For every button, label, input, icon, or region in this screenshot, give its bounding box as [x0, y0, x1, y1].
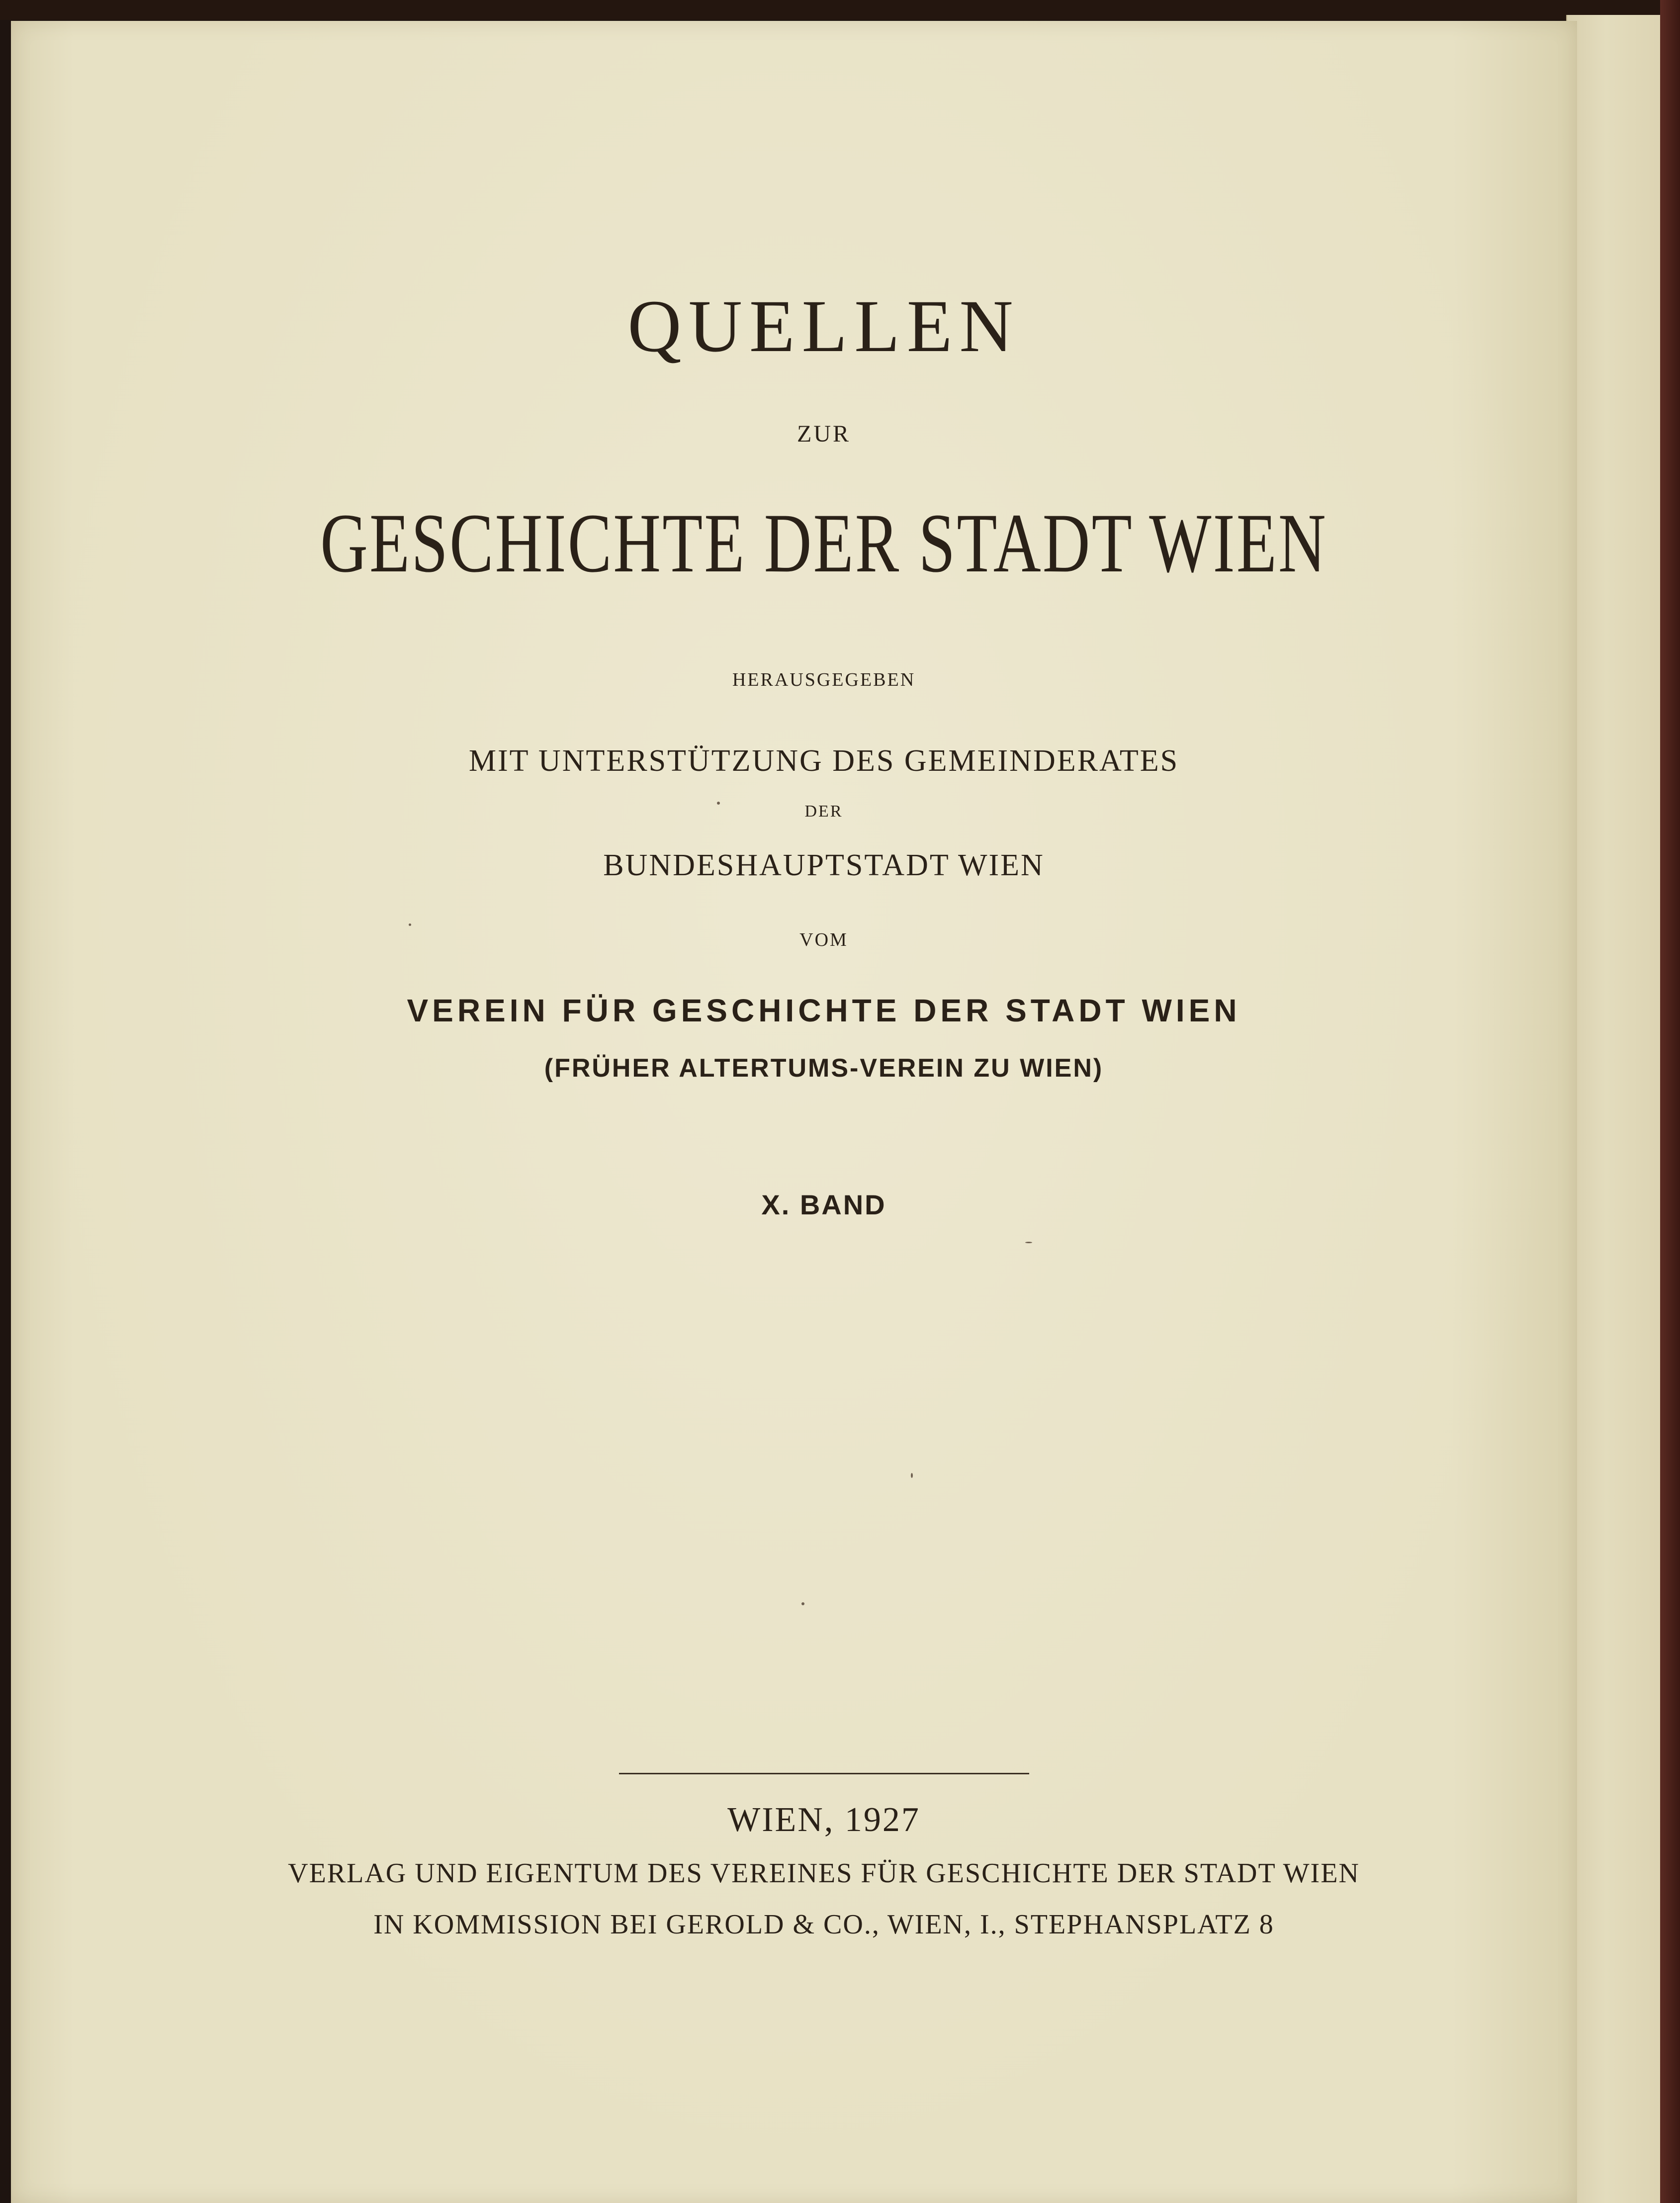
herausgegeben-line: HERAUSGEGEBEN	[732, 669, 916, 690]
society-former-name: (FRÜHER ALTERTUMS-VEREIN ZU WIEN)	[544, 1054, 1104, 1083]
volume-number: X. BAND	[761, 1189, 886, 1220]
paper-speck	[409, 923, 411, 926]
paper-speck	[911, 1473, 913, 1478]
paper-speck	[801, 1602, 804, 1605]
scan-top-edge	[0, 0, 1680, 20]
imprint-place-year: WIEN, 1927	[727, 1801, 920, 1839]
title-connector-zur: ZUR	[797, 421, 851, 447]
main-subtitle: GESCHICHTE DER STADT WIEN	[320, 496, 1327, 590]
imprint-commission: IN KOMMISSION BEI GEROLD & CO., WIEN, I., STEPHANSPLATZ 8	[373, 1909, 1274, 1940]
society-name: VEREIN FÜR GESCHICHTE DER STADT WIEN	[407, 993, 1241, 1028]
connector-der: DER	[804, 802, 843, 821]
imprint-divider	[619, 1773, 1029, 1774]
support-line: MIT UNTERSTÜTZUNG DES GEMEINDERATES	[468, 744, 1179, 778]
imprint-publisher: VERLAG UND EIGENTUM DES VEREINES FÜR GESCHICHTE DER STADT WIEN	[288, 1858, 1360, 1889]
book-binding-edge	[1660, 0, 1680, 2203]
main-title: QUELLEN	[627, 285, 1020, 367]
capital-line: BUNDESHAUPTSTADT WIEN	[603, 848, 1045, 882]
paper-speck	[1025, 1242, 1032, 1243]
connector-vom: VOM	[799, 929, 848, 950]
